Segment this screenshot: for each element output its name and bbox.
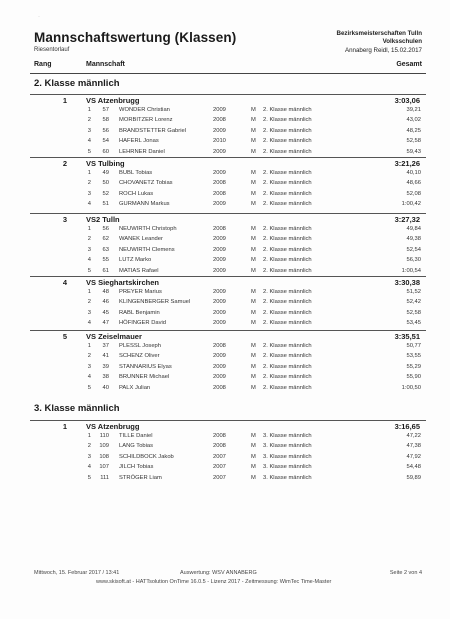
athlete-class: 2. Klasse männlich	[263, 309, 312, 316]
athlete-name: MATIAS Rafael	[119, 267, 159, 274]
athlete-name: JILCH Tobias	[119, 464, 154, 471]
athlete-name: LUTZ Marko	[119, 257, 152, 264]
athlete-position: 4	[87, 374, 91, 381]
team-name: VS Atzenbrugg	[86, 422, 140, 431]
col-rank-header: Rang	[34, 61, 52, 68]
athlete-class: 2. Klasse männlich	[263, 320, 312, 327]
athlete-name: LEHRNER Daniel	[119, 148, 165, 155]
athlete-time: 49,84	[406, 226, 421, 232]
athlete-class: 2. Klasse männlich	[263, 246, 312, 253]
athlete-time: 47,22	[406, 433, 421, 439]
footer-software: www.skisoft.at - HATTsolution OnTime 16.0.5 - Lizenz 2017 - Zeitmessung: WimTec Time-Master	[96, 579, 332, 585]
athlete-time: 50,77	[406, 343, 421, 349]
athlete-position: 5	[87, 148, 91, 155]
athlete-name: STANNARIUS Elyas	[119, 363, 172, 370]
athlete-year: 2009	[213, 374, 226, 381]
athlete-position: 1	[87, 289, 91, 295]
athlete-row	[30, 454, 426, 464]
team-header-row	[30, 213, 426, 226]
athlete-bib: 49	[102, 170, 109, 176]
athlete-sex: M	[251, 433, 256, 439]
athlete-row	[30, 433, 426, 443]
athlete-year: 2009	[213, 148, 226, 155]
team-name: VS Atzenbrugg	[86, 96, 140, 105]
athlete-class: 2. Klasse männlich	[263, 180, 312, 187]
athlete-bib: 62	[102, 236, 109, 243]
athlete-sex: M	[251, 443, 256, 450]
athlete-name: TILLE Daniel	[119, 433, 153, 439]
athlete-row	[30, 374, 426, 384]
athlete-name: KLINGENBERGER Samuel	[119, 299, 191, 306]
team-header-row	[30, 157, 426, 170]
athlete-bib: 109	[99, 443, 109, 450]
athlete-sex: M	[251, 353, 256, 360]
athlete-sex: M	[251, 138, 256, 145]
athlete-row	[30, 364, 426, 374]
athlete-bib: 63	[102, 246, 109, 253]
athlete-year: 2009	[213, 289, 226, 295]
team-name: VS Zeiselmauer	[86, 332, 142, 341]
athlete-time: 39,21	[406, 107, 421, 113]
team-rank: 1	[62, 96, 67, 105]
scan-mark: ·	[38, 14, 40, 20]
athlete-time: 55,29	[406, 363, 421, 370]
athlete-row	[30, 289, 426, 299]
team-name: VS Tulbing	[86, 159, 125, 168]
athlete-sex: M	[251, 299, 256, 306]
athlete-name: BRANDSTETTER Gabriel	[119, 127, 186, 134]
athlete-sex: M	[251, 374, 256, 381]
athlete-bib: 56	[102, 226, 109, 232]
athlete-class: 2. Klasse männlich	[263, 236, 312, 243]
athlete-year: 2009	[213, 246, 226, 253]
team-header-row	[30, 276, 426, 289]
athlete-class: 2. Klasse männlich	[263, 138, 312, 145]
athlete-time: 53,45	[406, 320, 421, 327]
athlete-class: 2. Klasse männlich	[263, 127, 312, 134]
athlete-year: 2009	[213, 309, 226, 316]
athlete-name: ROCH Lukas	[119, 190, 154, 197]
athlete-year: 2007	[213, 464, 226, 471]
athlete-year: 2010	[213, 138, 226, 145]
athlete-position: 1	[87, 433, 91, 439]
athlete-row	[30, 107, 426, 117]
athlete-name: PREYER Marius	[119, 289, 162, 295]
athlete-bib: 56	[102, 127, 109, 134]
athlete-year: 2009	[213, 267, 226, 274]
athlete-bib: 54	[102, 138, 109, 145]
athlete-bib: 41	[102, 353, 109, 360]
athlete-position: 5	[87, 474, 91, 481]
athlete-time: 49,38	[406, 236, 421, 243]
athlete-bib: 39	[102, 363, 109, 370]
athlete-sex: M	[251, 257, 256, 264]
athlete-time: 43,02	[406, 117, 421, 124]
athlete-row	[30, 201, 426, 211]
athlete-position: 2	[87, 353, 91, 360]
athlete-sex: M	[251, 170, 256, 176]
athlete-time: 40,10	[406, 170, 421, 176]
athlete-row	[30, 475, 426, 485]
athlete-time: 52,54	[406, 246, 421, 253]
discipline-label: Riesentorlauf	[34, 47, 70, 53]
athlete-name: SCHENZ Oliver	[119, 353, 160, 360]
athlete-year: 2008	[213, 190, 226, 197]
athlete-time: 47,92	[406, 453, 421, 460]
athlete-class: 2. Klasse männlich	[263, 201, 312, 208]
athlete-sex: M	[251, 246, 256, 253]
team-rank: 1	[62, 422, 67, 431]
athlete-sex: M	[251, 201, 256, 208]
athlete-sex: M	[251, 320, 256, 327]
athlete-time: 47,38	[406, 443, 421, 450]
athlete-position: 2	[87, 180, 91, 187]
athlete-position: 3	[87, 127, 91, 134]
athlete-time: 59,89	[406, 474, 421, 481]
athlete-name: BRUNNER Michael	[119, 374, 170, 381]
athlete-class: 2. Klasse männlich	[263, 267, 312, 274]
athlete-year: 2009	[213, 170, 226, 176]
athlete-sex: M	[251, 190, 256, 197]
team-rank: 2	[62, 159, 67, 168]
athlete-year: 2008	[213, 117, 226, 124]
athlete-time: 48,66	[406, 180, 421, 187]
athlete-class: 2. Klasse männlich	[263, 384, 312, 391]
athlete-row	[30, 138, 426, 148]
athlete-bib: 40	[102, 384, 109, 391]
athlete-class: 2. Klasse männlich	[263, 226, 312, 232]
athlete-bib: 108	[99, 453, 109, 460]
athlete-position: 3	[87, 363, 91, 370]
athlete-class: 2. Klasse männlich	[263, 117, 312, 124]
athlete-time: 59,43	[406, 148, 421, 155]
athlete-name: PALX Julian	[119, 384, 151, 391]
team-rank: 3	[62, 215, 67, 224]
athlete-name: LANG Tobias	[119, 443, 154, 450]
athlete-class: 2. Klasse männlich	[263, 107, 312, 113]
athlete-class: 3. Klasse männlich	[263, 474, 312, 481]
athlete-class: 3. Klasse männlich	[263, 453, 312, 460]
athlete-position: 3	[87, 453, 91, 460]
class-title: 3. Klasse männlich	[34, 403, 120, 414]
team-header-row	[30, 330, 426, 343]
athlete-row	[30, 180, 426, 190]
athlete-time: 53,55	[406, 353, 421, 360]
athlete-time: 48,25	[406, 127, 421, 134]
team-total-time: 3:30,38	[394, 278, 420, 287]
athlete-year: 2009	[213, 201, 226, 208]
athlete-row	[30, 310, 426, 320]
athlete-position: 2	[87, 443, 91, 450]
athlete-name: WONDER Christian	[119, 107, 170, 113]
athlete-sex: M	[251, 289, 256, 295]
athlete-position: 1	[87, 107, 91, 113]
athlete-name: PLESSL Joseph	[119, 343, 162, 349]
athlete-name: MORBITZER Lorenz	[119, 117, 173, 124]
athlete-time: 52,08	[406, 190, 421, 197]
athlete-bib: 107	[99, 464, 109, 471]
athlete-sex: M	[251, 464, 256, 471]
athlete-year: 2008	[213, 384, 226, 391]
athlete-name: CHOVANETZ Tobias	[119, 180, 173, 187]
athlete-sex: M	[251, 148, 256, 155]
athlete-position: 4	[87, 201, 91, 208]
athlete-row	[30, 128, 426, 138]
col-team-header: Mannschaft	[86, 61, 125, 68]
venue-date: Annaberg Reidl, 15.02.2017	[344, 47, 422, 54]
athlete-name: GURMANN Markus	[119, 201, 170, 208]
athlete-name: RABL Benjamin	[119, 309, 160, 316]
athlete-position: 3	[87, 246, 91, 253]
athlete-row	[30, 299, 426, 309]
athlete-year: 2008	[213, 343, 226, 349]
athlete-sex: M	[251, 384, 256, 391]
athlete-row	[30, 443, 426, 453]
athlete-bib: 46	[102, 299, 109, 306]
athlete-sex: M	[251, 127, 256, 134]
athlete-name: BUBL Tobias	[119, 170, 153, 176]
athlete-position: 2	[87, 299, 91, 306]
athlete-bib: 48	[102, 289, 109, 295]
athlete-bib: 52	[102, 190, 109, 197]
athlete-time: 1:00,54	[401, 267, 421, 274]
class-title: 2. Klasse männlich	[34, 78, 120, 89]
athlete-class: 2. Klasse männlich	[263, 343, 312, 349]
athlete-position: 3	[87, 309, 91, 316]
athlete-bib: 45	[102, 309, 109, 316]
athlete-row	[30, 320, 426, 330]
athlete-row	[30, 226, 426, 236]
athlete-row	[30, 343, 426, 353]
athlete-time: 52,58	[406, 309, 421, 316]
athlete-year: 2009	[213, 257, 226, 264]
athlete-sex: M	[251, 267, 256, 274]
athlete-bib: 37	[102, 343, 109, 349]
athlete-name: HÖFINGER David	[119, 320, 167, 327]
athlete-year: 2008	[213, 180, 226, 187]
athlete-year: 2007	[213, 474, 226, 481]
athlete-sex: M	[251, 226, 256, 232]
athlete-position: 4	[87, 257, 91, 264]
team-header-row	[30, 420, 426, 433]
team-total-time: 3:21,26	[394, 159, 420, 168]
athlete-sex: M	[251, 117, 256, 124]
athlete-year: 2008	[213, 226, 226, 232]
athlete-bib: 55	[102, 257, 109, 264]
athlete-row	[30, 117, 426, 127]
athlete-name: WANEK Leander	[119, 236, 163, 243]
athlete-sex: M	[251, 363, 256, 370]
athlete-year: 2009	[213, 107, 226, 113]
team-rank: 5	[62, 332, 67, 341]
athlete-bib: 50	[102, 180, 109, 187]
athlete-class: 3. Klasse männlich	[263, 433, 312, 439]
athlete-class: 3. Klasse männlich	[263, 464, 312, 471]
athlete-position: 4	[87, 138, 91, 145]
header-rule	[30, 73, 426, 74]
page-title: Mannschaftswertung (Klassen)	[34, 30, 237, 45]
athlete-time: 52,58	[406, 138, 421, 145]
athlete-year: 2008	[213, 443, 226, 450]
athlete-position: 3	[87, 190, 91, 197]
athlete-row	[30, 236, 426, 246]
athlete-year: 2009	[213, 299, 226, 306]
athlete-class: 2. Klasse männlich	[263, 257, 312, 264]
team-total-time: 3:16,65	[394, 422, 420, 431]
athlete-position: 2	[87, 117, 91, 124]
athlete-time: 1:00,42	[401, 201, 421, 208]
athlete-position: 1	[87, 170, 91, 176]
athlete-bib: 57	[102, 107, 109, 113]
athlete-row	[30, 464, 426, 474]
team-name: VS Sieghartskirchen	[86, 278, 159, 287]
event-category: Volksschulen	[382, 38, 422, 45]
athlete-position: 1	[87, 226, 91, 232]
athlete-year: 2009	[213, 363, 226, 370]
team-header-row	[30, 94, 426, 107]
athlete-sex: M	[251, 453, 256, 460]
athlete-bib: 110	[99, 433, 109, 439]
athlete-name: SCHILDBOCK Jakob	[119, 453, 174, 460]
athlete-year: 2008	[213, 433, 226, 439]
athlete-bib: 58	[102, 117, 109, 124]
athlete-row	[30, 353, 426, 363]
athlete-time: 52,42	[406, 299, 421, 306]
athlete-time: 56,30	[406, 257, 421, 264]
athlete-position: 1	[87, 343, 91, 349]
athlete-class: 2. Klasse männlich	[263, 299, 312, 306]
athlete-name: NEUWIRTH Clemens	[119, 246, 175, 253]
athlete-year: 2007	[213, 453, 226, 460]
footer-organizer: Auswertung: WSV ANNABERG	[180, 570, 257, 576]
team-total-time: 3:35,51	[394, 332, 420, 341]
athlete-year: 2009	[213, 320, 226, 327]
page-number: Seite 2 von 4	[389, 570, 422, 576]
athlete-time: 1:00,50	[401, 384, 421, 391]
athlete-row	[30, 170, 426, 180]
athlete-name: NEUWIRTH Christoph	[119, 226, 177, 232]
athlete-class: 2. Klasse männlich	[263, 353, 312, 360]
footer-date: Mittwoch, 15. Februar 2017 / 13:41	[34, 570, 120, 576]
athlete-name: HAFERL Jonas	[119, 138, 159, 145]
athlete-name: STRÖGER Liam	[119, 474, 162, 481]
athlete-bib: 60	[102, 148, 109, 155]
athlete-row	[30, 257, 426, 267]
team-total-time: 3:03,06	[394, 96, 420, 105]
team-rank: 4	[62, 278, 67, 287]
athlete-sex: M	[251, 474, 256, 481]
athlete-bib: 47	[102, 320, 109, 327]
athlete-year: 2009	[213, 127, 226, 134]
athlete-row	[30, 191, 426, 201]
athlete-position: 2	[87, 236, 91, 243]
athlete-row	[30, 247, 426, 257]
athlete-class: 2. Klasse männlich	[263, 190, 312, 197]
athlete-bib: 61	[102, 267, 109, 274]
event-title: Bezirksmeisterschaften Tulln	[336, 30, 422, 37]
athlete-sex: M	[251, 180, 256, 187]
col-total-header: Gesamt	[396, 61, 422, 68]
athlete-row	[30, 385, 426, 395]
athlete-class: 2. Klasse männlich	[263, 289, 312, 295]
athlete-time: 54,48	[406, 464, 421, 471]
athlete-class: 2. Klasse männlich	[263, 170, 312, 176]
athlete-sex: M	[251, 343, 256, 349]
athlete-class: 2. Klasse männlich	[263, 148, 312, 155]
athlete-class: 2. Klasse männlich	[263, 374, 312, 381]
athlete-class: 3. Klasse männlich	[263, 443, 312, 450]
athlete-sex: M	[251, 107, 256, 113]
athlete-bib: 111	[100, 474, 109, 481]
athlete-position: 5	[87, 267, 91, 274]
athlete-position: 5	[87, 384, 91, 391]
athlete-position: 4	[87, 464, 91, 471]
athlete-class: 2. Klasse männlich	[263, 363, 312, 370]
athlete-year: 2009	[213, 353, 226, 360]
team-total-time: 3:27,32	[394, 215, 420, 224]
athlete-sex: M	[251, 236, 256, 243]
team-name: VS2 Tulln	[86, 215, 120, 224]
athlete-bib: 51	[102, 201, 109, 208]
athlete-bib: 38	[102, 374, 109, 381]
athlete-sex: M	[251, 309, 256, 316]
athlete-year: 2009	[213, 236, 226, 243]
athlete-time: 51,52	[406, 289, 421, 295]
athlete-time: 55,90	[406, 374, 421, 381]
athlete-position: 4	[87, 320, 91, 327]
